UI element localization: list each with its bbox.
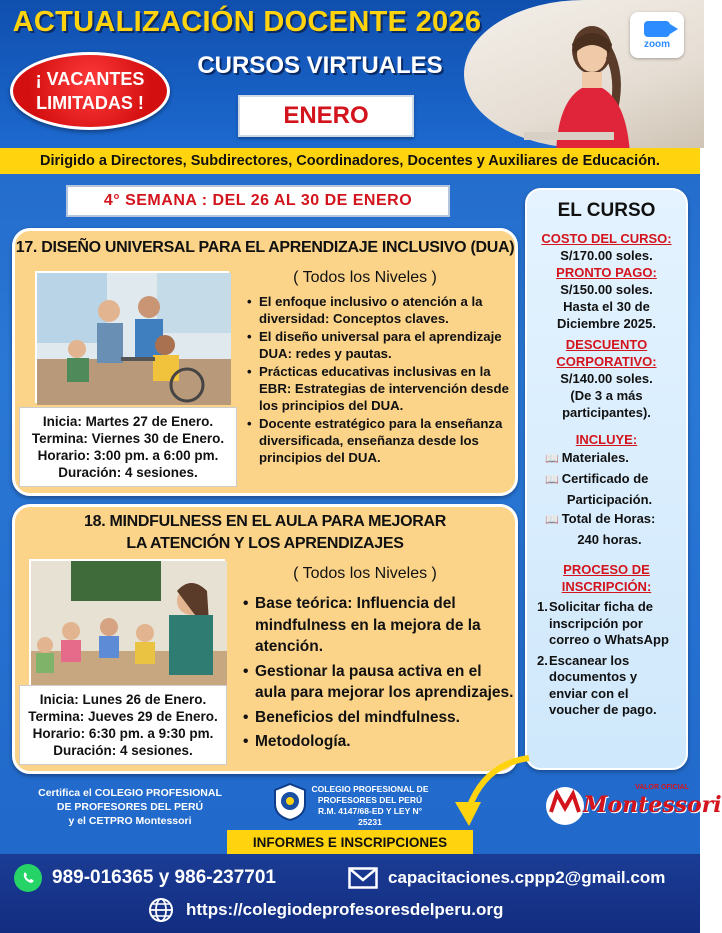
montessori-logo xyxy=(543,782,722,828)
mail-icon xyxy=(348,867,378,889)
early-pay-note: Hasta el 30 de xyxy=(563,299,650,314)
includes-heading: INCLUYE: xyxy=(575,432,638,447)
classroom-illustration xyxy=(37,273,231,405)
early-pay-note: Diciembre 2025. xyxy=(556,316,656,331)
course-info-panel xyxy=(525,188,688,770)
email-contact[interactable] xyxy=(348,864,665,892)
classroom-photo-17 xyxy=(35,271,229,403)
end-date-18: Termina: Jueves 29 de Enero. xyxy=(28,709,218,724)
vacantes-line1: ¡ VACANTES xyxy=(35,69,145,89)
schedule-box-18 xyxy=(19,685,227,765)
duration-17: Duración: 4 sesiones. xyxy=(58,465,198,480)
mindfulness-illustration xyxy=(31,561,227,687)
phone-numbers[interactable]: 989-016365 y 986-237701 xyxy=(52,867,276,888)
vacantes-badge xyxy=(10,52,170,130)
montessori-name: Montessori xyxy=(583,792,722,818)
process-step-2: 2.Escanear los documentos y enviar con el voucher de pago. xyxy=(537,652,657,717)
end-date-17: Termina: Viernes 30 de Enero. xyxy=(31,431,225,446)
zoom-logo xyxy=(630,12,684,58)
course-levels-18: ( Todos los Niveles ) xyxy=(293,565,437,582)
discount-heading: DESCUENTO xyxy=(565,337,648,352)
montessori-valor: VALOR OFICIAL xyxy=(635,784,689,791)
discount-note: (De 3 a más xyxy=(570,388,643,403)
website-url[interactable]: https://colegiodeprofesoresdelperu.org xyxy=(186,900,504,919)
includes-item: 📖 Certificado de xyxy=(545,471,649,486)
course-title-18-line2: LA ATENCIÓN Y LOS APRENDIZAJES xyxy=(126,535,404,552)
globe-icon xyxy=(148,897,174,923)
course-title-18-line1: 18. MINDFULNESS EN EL AULA PARA MEJORAR xyxy=(84,513,446,530)
process-heading: INSCRIPCIÓN: xyxy=(561,579,652,594)
course-card-17 xyxy=(12,228,518,496)
book-icon: 📖 xyxy=(545,474,559,486)
curved-arrow-icon xyxy=(445,752,535,832)
topic-item: • Prácticas educativas inclusivas en la EBR: Estrategias de intervención desde los principios del DUA. xyxy=(247,363,515,414)
topics-list-17 xyxy=(247,293,515,467)
topic-item: • El diseño universal para el aprendizaje DUA: redes y pautas. xyxy=(247,328,515,362)
start-date-17: Inicia: Martes 27 de Enero. xyxy=(42,414,214,429)
week-label: 4° SEMANA : DEL 26 AL 30 DE ENERO xyxy=(66,185,450,217)
includes-item: 📖 Materiales. xyxy=(545,450,629,465)
early-pay-value: S/150.00 soles. xyxy=(560,282,653,297)
panel-title: EL CURSO xyxy=(557,200,656,221)
topic-item: • Base teórica: Influencia del mindfulness en la mejora de la atención. xyxy=(243,593,515,658)
email-address[interactable]: capacitaciones.cppp2@gmail.com xyxy=(388,868,666,887)
discount-note: participantes). xyxy=(562,405,651,420)
subtitle: CURSOS VIRTUALES xyxy=(197,52,443,79)
early-pay-heading: PRONTO PAGO: xyxy=(556,265,657,280)
zoom-camera-icon xyxy=(644,21,670,37)
topic-item: • Docente estratégico para la enseñanza diversificada, enseñanza desde los principios del DUA. xyxy=(247,415,515,466)
includes-item-cont: Participación. xyxy=(566,492,653,507)
header xyxy=(0,0,700,148)
website-contact[interactable] xyxy=(148,897,503,923)
phone-contact[interactable] xyxy=(14,864,276,892)
includes-item-cont: 240 horas. xyxy=(577,532,642,547)
colegio-name: COLEGIO PROFESIONAL DE PROFESORES DEL PERÚ R.M. 4147/68-ED Y LEY N° 25231 xyxy=(311,784,429,827)
schedule-17: Horario: 3:00 pm. a 6:00 pm. xyxy=(37,448,219,463)
cost-heading: COSTO DEL CURSO: xyxy=(541,231,672,246)
book-icon: 📖 xyxy=(545,514,559,526)
process-heading: PROCESO DE xyxy=(563,562,650,577)
cost-value: S/170.00 soles. xyxy=(560,248,653,263)
discount-heading: CORPORATIVO: xyxy=(556,354,657,369)
target-audience-bar: Dirigido a Directores, Subdirectores, Coordinadores, Docentes y Auxiliares de Educación. xyxy=(0,148,700,174)
course-levels-17: ( Todos los Niveles ) xyxy=(293,269,437,286)
course-card-18 xyxy=(12,504,518,774)
book-icon: 📖 xyxy=(545,453,559,465)
vacantes-line2: LIMITADAS ! xyxy=(36,93,144,113)
discount-value: S/140.00 soles. xyxy=(560,371,653,386)
mindfulness-photo-18 xyxy=(29,559,225,685)
topic-item: • Gestionar la pausa activa en el aula para mejorar los aprendizajes. xyxy=(243,661,515,704)
zoom-text: zoom xyxy=(643,38,671,50)
topic-item: • Beneficios del mindfulness. xyxy=(243,707,515,729)
montessori-emblem-icon xyxy=(543,784,587,828)
topic-item: • Metodología. xyxy=(243,731,515,753)
main-title: ACTUALIZACIÓN DOCENTE 2026 xyxy=(12,6,482,38)
topics-list-18 xyxy=(243,593,515,756)
whatsapp-icon xyxy=(14,864,42,892)
certification-text: Certifica el COLEGIO PROFESIONAL DE PROFESORES DEL PERÚ y el CETPRO Montessori xyxy=(38,787,222,827)
process-step-1: 1.Solicitar ficha de inscripción por correo o WhatsApp xyxy=(537,599,669,647)
duration-18: Duración: 4 sesiones. xyxy=(53,743,193,758)
teacher-illustration xyxy=(534,14,644,154)
topic-item: • El enfoque inclusivo o atención a la diversidad: Conceptos claves. xyxy=(247,293,515,327)
month-label: ENERO xyxy=(238,95,414,137)
course-title-17: 17. DISEÑO UNIVERSAL PARA EL APRENDIZAJE INCLUSIVO (DUA) xyxy=(15,239,515,256)
colegio-seal-icon xyxy=(272,782,308,822)
schedule-18: Horario: 6:30 pm. a 9:30 pm. xyxy=(32,726,214,741)
informes-banner: INFORMES E INSCRIPCIONES xyxy=(227,830,473,854)
schedule-box-17 xyxy=(19,407,237,487)
start-date-18: Inicia: Lunes 26 de Enero. xyxy=(39,692,207,707)
includes-item: 📖 Total de Horas: xyxy=(545,511,656,526)
